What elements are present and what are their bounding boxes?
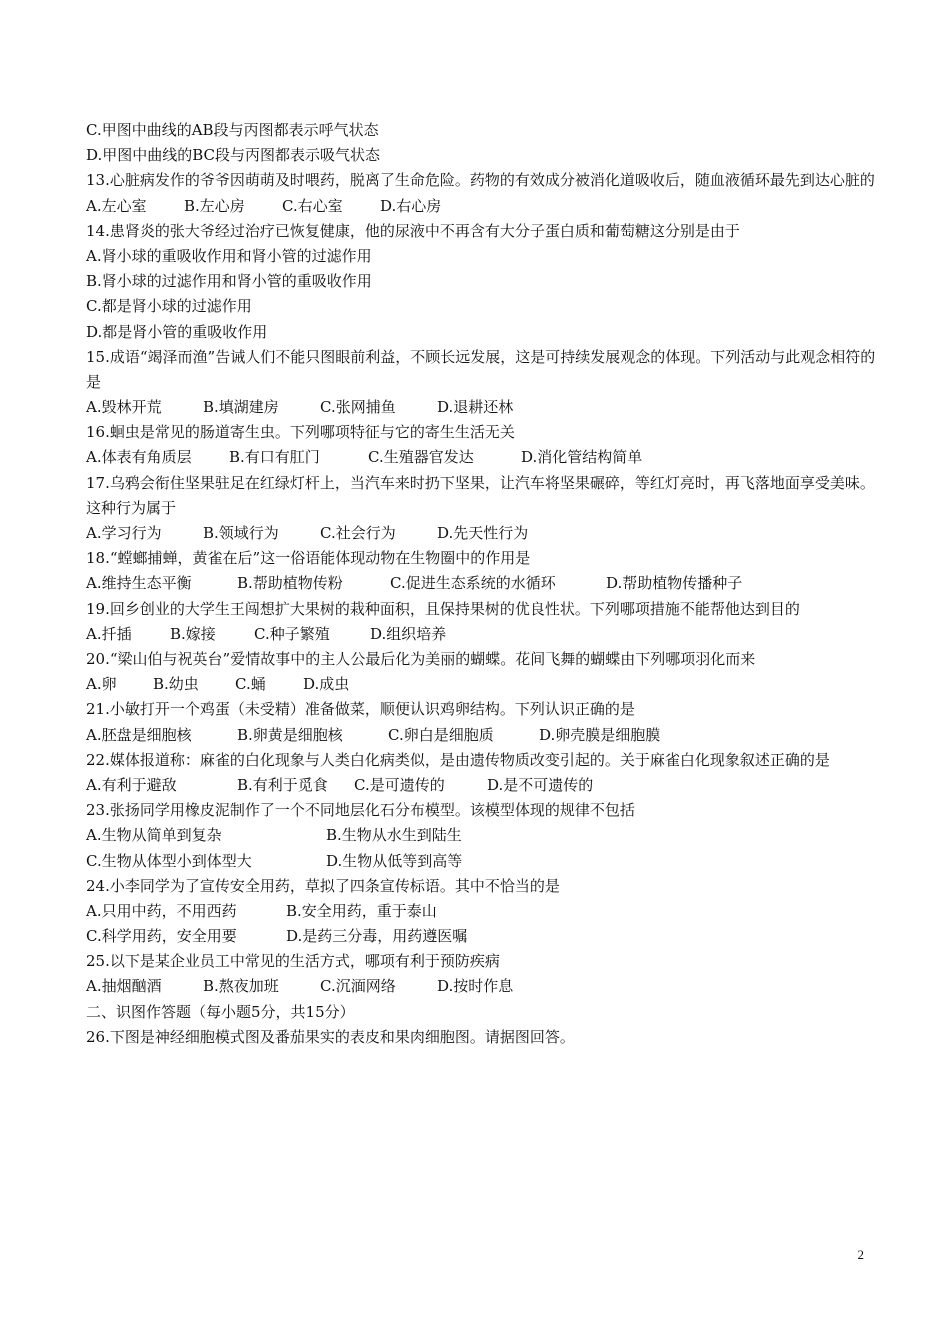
- question-15-options: [86, 395, 876, 420]
- option: D.按时作息: [437, 977, 514, 996]
- option: B.填湖建房: [203, 398, 279, 417]
- option: C.是可遗传的: [354, 775, 445, 794]
- option: B.幼虫: [153, 675, 199, 694]
- question-17-options: [86, 521, 876, 546]
- option: B.有口有肛门: [229, 448, 320, 467]
- option: A.扦插: [86, 624, 132, 643]
- option: D.是不可遗传的: [487, 775, 594, 794]
- question-13-stem: 13.心脏病发作的爷爷因萌萌及时喂药，脱离了生命危险。药物的有效成分被消化道吸收后，随血液循环最先到达心脏的: [86, 171, 875, 190]
- option: A.维持生态平衡: [86, 574, 192, 593]
- option: C.都是肾小球的过滤作用: [86, 297, 252, 316]
- option: B.熬夜加班: [203, 977, 279, 996]
- option: B.肾小球的过滤作用和肾小管的重吸收作用: [86, 272, 372, 291]
- section-title: 二、识图作答题（每小题5分，共15分）: [86, 1002, 355, 1021]
- question-26-stem: 26.下图是神经细胞模式图及番茄果实的表皮和果肉细胞图。请据图回答。: [86, 1027, 575, 1046]
- option: C.蛹: [235, 675, 266, 694]
- option: B.生物从水生到陆生: [326, 826, 462, 845]
- question-24-options-row1: [86, 899, 876, 924]
- option: D.组织培养: [370, 624, 447, 643]
- option: B.帮助植物传粉: [237, 574, 343, 593]
- option-line: D.甲图中曲线的BC段与丙图都表示吸气状态: [86, 146, 381, 165]
- option: A.有利于避敌: [86, 775, 177, 794]
- question-14-stem: 14.患肾炎的张大爷经过治疗已恢复健康，他的尿液中不再含有大分子蛋白质和葡萄糖这分别是由于: [86, 221, 740, 240]
- question-24-stem: 24.小李同学为了宣传安全用药，草拟了四条宣传标语。其中不恰当的是: [86, 876, 560, 895]
- question-22-stem: 22.媒体报道称：麻雀的白化现象与人类白化病类似，是由遗传物质改变引起的。关于麻雀白化现象叙述正确的是: [86, 750, 830, 769]
- option: A.抽烟酗酒: [86, 977, 162, 996]
- question-23-options-row1: [86, 823, 876, 848]
- option: C.生殖器官发达: [368, 448, 474, 467]
- question-17-stem: 17.乌鸦会衔住坚果驻足在红绿灯杆上，当汽车来时扔下坚果，让汽车将坚果碾碎，等红灯亮时，再飞落地面享受美味。这种行为属于: [86, 473, 875, 517]
- option: C.卵白是细胞质: [388, 725, 494, 744]
- question-18-options: [86, 571, 876, 596]
- page-content: [86, 118, 876, 1050]
- option: B.嫁接: [170, 624, 216, 643]
- question-21-options: [86, 723, 876, 748]
- option: A.左心室: [86, 196, 147, 215]
- option: A.学习行为: [86, 524, 162, 543]
- page-number: 2: [857, 1247, 864, 1262]
- option: D.都是肾小管的重吸收作用: [86, 322, 268, 341]
- question-25-options: [86, 974, 876, 999]
- option: D.退耕还林: [437, 398, 514, 417]
- option: D.消化管结构简单: [521, 448, 643, 467]
- option-line: C.甲图中曲线的AB段与丙图都表示呼气状态: [86, 121, 379, 139]
- option: D.卵壳膜是细胞膜: [539, 725, 661, 744]
- option: A.肾小球的重吸收作用和肾小管的过滤作用: [86, 246, 372, 265]
- option: A.体表有角质层: [86, 448, 192, 467]
- question-15-stem: 15.成语“竭泽而渔”告诫人们不能只图眼前利益，不顾长远发展，这是可持续发展观念的体现。下列活动与此观念相符的是: [86, 347, 876, 391]
- option: C.张网捕鱼: [320, 398, 396, 417]
- question-19-stem: 19.回乡创业的大学生王闯想扩大果树的栽种面积，且保持果树的优良性状。下列哪项措施不能帮他达到目的: [86, 599, 800, 618]
- question-18-stem: 18.“螳螂捕蝉，黄雀在后”这一俗语能体现动物在生物圈中的作用是: [86, 549, 531, 568]
- question-16-stem: 16.蛔虫是常见的肠道寄生虫。下列哪项特征与它的寄生生活无关: [86, 423, 515, 442]
- option: C.右心室: [282, 196, 343, 215]
- option: D.成虫: [303, 675, 350, 694]
- option: C.促进生态系统的水循环: [390, 574, 556, 593]
- option: C.沉湎网络: [320, 977, 396, 996]
- question-13-options: [86, 194, 876, 219]
- question-16-options: [86, 445, 876, 470]
- option: C.社会行为: [320, 524, 396, 543]
- option: B.安全用药，重于泰山: [286, 901, 437, 920]
- question-23-options-row2: [86, 849, 876, 874]
- option: B.领域行为: [203, 524, 279, 543]
- option: D.生物从低等到高等: [326, 851, 463, 870]
- question-22-options: [86, 773, 876, 798]
- option: A.卵: [86, 675, 117, 694]
- option: A.胚盘是细胞核: [86, 725, 192, 744]
- question-21-stem: 21.小敏打开一个鸡蛋（未受精）准备做菜，顺便认识鸡卵结构。下列认识正确的是: [86, 700, 635, 719]
- question-20-options: [86, 672, 876, 697]
- question-20-stem: 20.“梁山伯与祝英台”爱情故事中的主人公最后化为美丽的蝴蝶。花间飞舞的蝴蝶由下列哪项羽化而来: [86, 650, 756, 669]
- option: C.种子繁殖: [254, 624, 330, 643]
- question-19-options: [86, 622, 876, 647]
- option: D.帮助植物传播种子: [606, 574, 743, 593]
- option: D.是药三分毒，用药遵医嘱: [286, 927, 468, 946]
- option: C.生物从体型小到体型大: [86, 851, 252, 870]
- option: C.科学用药，安全用要: [86, 927, 237, 946]
- question-25-stem: 25.以下是某企业员工中常见的生活方式，哪项有利于预防疾病: [86, 952, 500, 971]
- option: B.左心房: [184, 196, 245, 215]
- option: B.有利于觅食: [237, 775, 328, 794]
- option: A.毁林开荒: [86, 398, 162, 417]
- option: D.右心房: [380, 196, 442, 215]
- option: A.生物从简单到复杂: [86, 826, 222, 845]
- question-24-options-row2: [86, 924, 876, 949]
- question-23-stem: 23.张扬同学用橡皮泥制作了一个不同地层化石分布模型。该模型体现的规律不包括: [86, 801, 635, 820]
- option: D.先天性行为: [437, 524, 529, 543]
- option: B.卵黄是细胞核: [237, 725, 343, 744]
- option: A.只用中药，不用西药: [86, 901, 237, 920]
